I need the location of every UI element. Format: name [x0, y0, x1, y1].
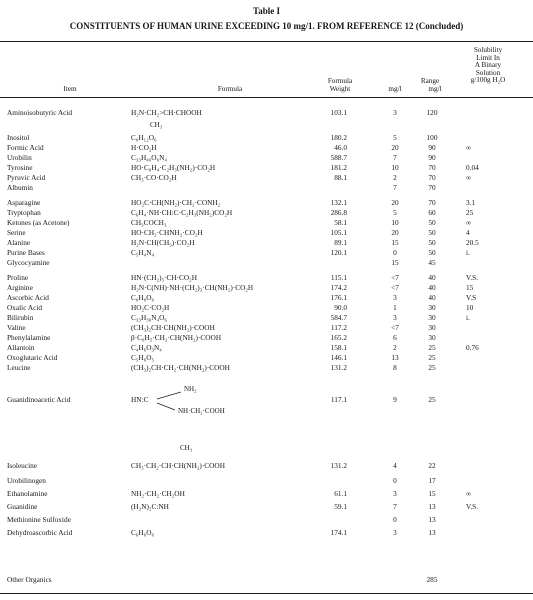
formula: C₆H₁₂O₆	[131, 133, 157, 142]
mgl-value: 10	[391, 218, 399, 227]
formula-weight: 286.8	[330, 208, 347, 217]
item-name: Other Organics	[7, 575, 52, 584]
mgl-value: 0	[393, 476, 397, 485]
formula: CH₃·CO·CO₂H	[131, 173, 177, 182]
col-header-solubility	[453, 47, 523, 85]
item-name: Allantoin	[7, 343, 35, 352]
table-row	[0, 283, 533, 293]
solubility-value: V.S.	[466, 502, 479, 511]
range-value: 70	[428, 183, 436, 192]
formula-weight: 58.1	[334, 218, 347, 227]
range-value: 70	[428, 163, 436, 172]
range-value: 13	[428, 528, 436, 537]
col-header-formula-weight	[320, 78, 360, 93]
mgl-value: 3	[393, 528, 397, 537]
col-header-solubility-line4: Solution	[475, 68, 501, 77]
item-name: Formic Acid	[7, 143, 44, 152]
range-value: 50	[428, 248, 436, 257]
item-name: Phenylalamine	[7, 333, 51, 342]
col-header-mgl: mg/l	[388, 85, 402, 93]
range-value: 17	[428, 476, 436, 485]
mgl-value: 15	[391, 238, 399, 247]
range-value: 25	[428, 343, 436, 352]
item-name: Aminoisobutyric Acid	[7, 108, 73, 117]
formula-weight: 61.1	[334, 489, 347, 498]
table-row	[0, 303, 533, 313]
solubility-value: i.	[466, 313, 470, 322]
range-value: 13	[428, 502, 436, 511]
item-name: Methionine Sulfoxide	[7, 515, 71, 524]
formula-weight: 180.2	[330, 133, 347, 142]
item-name: Urobilin	[7, 153, 32, 162]
mgl-value: 0	[393, 515, 397, 524]
formula: C₆H₈O₆	[131, 293, 155, 302]
table-row	[0, 323, 533, 333]
mgl-value: 1	[393, 303, 397, 312]
formula-weight: 88.1	[334, 173, 347, 182]
mgl-value: 7	[393, 502, 397, 511]
solubility-value: 0.04	[466, 163, 479, 172]
range-value: 50	[428, 228, 436, 237]
range-value: 100	[426, 133, 438, 142]
formula: (CH₃)₂CH·CH₂·CH(NH₂)·COOH	[131, 363, 230, 372]
table-row	[0, 515, 533, 525]
table-row	[0, 218, 533, 228]
table-row	[0, 476, 533, 486]
col-header-range-line1: Range	[420, 77, 440, 85]
formula-weight: 132.1	[330, 198, 347, 207]
mgl-value: 3	[393, 293, 397, 302]
formula: HN·(CH₂)₃·CH·CO₂H	[131, 273, 197, 282]
formula-weight: 117.2	[330, 323, 347, 332]
formula-branch-bonds	[155, 390, 183, 412]
mgl-value: 2	[393, 343, 397, 352]
mgl-value: 3	[393, 108, 397, 117]
formula-weight: 146.1	[330, 353, 347, 362]
range-value: 13	[428, 515, 436, 524]
table-row	[0, 528, 533, 538]
formula: HO·C₆H₄·C₂H₃(NH₂)·CO₂H	[131, 163, 216, 172]
solubility-value: ∞	[466, 218, 472, 227]
item-name: Glycocyamine	[7, 258, 50, 267]
item-name: Tyrosine	[7, 163, 33, 172]
formula: C₅H₄N₄	[131, 248, 155, 257]
item-name: Pyruvic Acid	[7, 173, 46, 182]
mgl-value: 5	[393, 208, 397, 217]
header-top-rule	[0, 41, 533, 42]
mgl-value: 3	[393, 313, 397, 322]
formula: (H₂N)₂C:NH	[131, 502, 169, 511]
formula: NH₂·CH₂·CH₂OH	[131, 489, 185, 498]
solubility-value: 4	[466, 228, 470, 237]
table-row	[0, 502, 533, 512]
bond-lower	[157, 403, 175, 410]
item-name: Ethanolamine	[7, 489, 48, 498]
formula-weight: 588.7	[330, 153, 347, 162]
header-bottom-rule	[0, 97, 533, 98]
range-value: 90	[428, 153, 436, 162]
formula-weight: 120.1	[330, 248, 347, 257]
mgl-value: 10	[391, 163, 399, 172]
table-row	[0, 313, 533, 323]
formula-weight: 115.1	[330, 273, 347, 282]
col-header-formula-weight-line1: Formula	[327, 77, 353, 85]
solubility-value: 20.5	[466, 238, 479, 247]
mgl-value: 7	[393, 153, 397, 162]
col-header-formula: Formula	[217, 85, 243, 93]
item-name: Leucine	[7, 363, 31, 372]
range-value: 45	[428, 258, 436, 267]
table-row	[0, 183, 533, 193]
range-value: 40	[428, 273, 436, 282]
formula: (CH₃)₂CH·CH(NH₂)·COOH	[131, 323, 215, 332]
table-row	[0, 143, 533, 153]
formula-weight: 158.1	[330, 343, 347, 352]
formula-weight: 103.1	[330, 108, 347, 117]
formula: C₃₃H₃₆N₄O₆	[131, 313, 167, 322]
table-row	[0, 173, 533, 183]
formula-weight: 174.1	[330, 528, 347, 537]
range-value: 30	[428, 303, 436, 312]
col-header-formula-weight-line2: Weight	[329, 84, 351, 93]
item-name: Alanine	[7, 238, 31, 247]
formula-weight: 131.2	[330, 461, 347, 470]
table-row	[0, 489, 533, 499]
formula: H₂N·C(NH)·NH·(CH₂)₃·CH(NH₂)·CO₂H	[131, 283, 254, 292]
mgl-value: <7	[391, 323, 399, 332]
table-row	[0, 273, 533, 283]
range-value: 60	[428, 208, 436, 217]
range-value: 15	[428, 489, 436, 498]
mgl-value: <7	[391, 273, 399, 282]
table-row	[0, 248, 533, 258]
col-header-solubility-line2: Limit In	[476, 53, 500, 62]
formula: HN:C	[131, 395, 149, 404]
mgl-value: 4	[393, 461, 397, 470]
solubility-value: 3.1	[466, 198, 476, 207]
mgl-value: 20	[391, 198, 399, 207]
formula-weight: 90.0	[334, 303, 347, 312]
formula: H₂N·CH₂>CH·CHOOH	[131, 108, 202, 117]
range-value: 285	[426, 575, 438, 584]
solubility-value: V.S	[466, 293, 477, 302]
table-row	[0, 228, 533, 238]
item-name: Oxalic Acid	[7, 303, 43, 312]
range-value: 30	[428, 313, 436, 322]
formula: HO₂C·CO₂H	[131, 303, 170, 312]
formula: HO₂C·CH(NH₂)·CH₂·CONH₂	[131, 198, 221, 207]
solubility-value: i.	[466, 248, 470, 257]
table-row	[0, 258, 533, 268]
formula-branch-ch3: CH₃	[150, 121, 163, 129]
mgl-value: 15	[391, 258, 399, 267]
table-row-footer	[0, 575, 533, 585]
formula-weight: 46.0	[334, 143, 347, 152]
table-number: Table I	[253, 6, 280, 16]
item-name: Dehydroascorbic Acid	[7, 528, 73, 537]
formula-weight: 89.1	[334, 238, 347, 247]
solubility-value: 25	[466, 208, 474, 217]
formula-weight: 105.1	[330, 228, 347, 237]
formula-branch-nh-ch2-cooh: NH·CH₂·COOH	[178, 407, 225, 415]
range-value: 25	[428, 363, 436, 372]
mgl-value: <7	[391, 283, 399, 292]
table-row	[0, 108, 533, 118]
formula-weight: 117.1	[330, 395, 347, 404]
table-row	[0, 363, 533, 373]
range-value: 120	[426, 108, 438, 117]
col-header-solubility-line1: Solubility	[473, 46, 503, 54]
solubility-value: 15	[466, 283, 474, 292]
solubility-value: ∞	[466, 173, 472, 182]
table-row	[0, 163, 533, 173]
formula-branch-ch3-isoleucine: CH₃	[180, 444, 193, 452]
range-value: 40	[428, 293, 436, 302]
formula: C₅H₆O₅	[131, 353, 155, 362]
formula-branch-nh2: NH₂	[184, 385, 197, 393]
mgl-value: 9	[393, 395, 397, 404]
item-name: Albumin	[7, 183, 33, 192]
solubility-value: V.S.	[466, 273, 479, 282]
table-row	[0, 343, 533, 353]
table-row	[0, 153, 533, 163]
solubility-value: 10	[466, 303, 474, 312]
range-value: 50	[428, 238, 436, 247]
table-row	[0, 353, 533, 363]
formula: C₄H₆O₃N₄	[131, 343, 162, 352]
item-name: Arginine	[7, 283, 33, 292]
range-value: 90	[428, 143, 436, 152]
range-value: 40	[428, 283, 436, 292]
item-name: Oxoglutaric Acid	[7, 353, 58, 362]
range-value: 22	[428, 461, 436, 470]
table-row	[0, 133, 533, 143]
col-header-item: Item	[63, 85, 77, 93]
formula: CH₃·CH₂·CH·CH(NH₂)·COOH	[131, 461, 225, 470]
item-name: Ketones (as Acetone)	[7, 218, 70, 227]
item-name: Bilirubin	[7, 313, 34, 322]
table-caption: CONSTITUENTS OF HUMAN URINE EXCEEDING 10 mg/1. FROM REFERENCE 12 (Concluded)	[69, 21, 464, 31]
formula: C₆H₆O₆	[131, 528, 155, 537]
col-header-range	[412, 78, 448, 93]
formula: C₆H₄·NH·CH:C·C₂H₃(NH₂)CO₂H	[131, 208, 233, 217]
range-value: 50	[428, 218, 436, 227]
item-name: Tryptophan	[7, 208, 41, 217]
mgl-value: 6	[393, 333, 397, 342]
mgl-value: 2	[393, 173, 397, 182]
item-name: Guanidinoacetic Acid	[7, 395, 71, 404]
table-row	[0, 333, 533, 343]
mgl-value: 13	[391, 353, 399, 362]
item-name: Urobilinogen	[7, 476, 46, 485]
formula-weight: 174.2	[330, 283, 347, 292]
col-header-range-line2: mg/l	[428, 84, 442, 93]
table-row	[0, 208, 533, 218]
formula: HO·CH₂·CHNH₂·CO₂H	[131, 228, 203, 237]
bond-upper	[157, 392, 181, 399]
table-row	[0, 198, 533, 208]
mgl-value: 8	[393, 363, 397, 372]
table-bottom-rule	[0, 593, 533, 594]
range-value: 25	[428, 395, 436, 404]
table-row	[0, 461, 533, 471]
table-row	[0, 395, 533, 405]
formula: H·CO₂H	[131, 143, 157, 152]
item-name: Isoleucine	[7, 461, 37, 470]
mgl-value: 0	[393, 248, 397, 257]
mgl-value: 7	[393, 183, 397, 192]
item-name: Serine	[7, 228, 26, 237]
item-name: Inositol	[7, 133, 30, 142]
range-value: 30	[428, 333, 436, 342]
mgl-value: 20	[391, 228, 399, 237]
col-header-solubility-line3: A Binary	[474, 61, 502, 70]
formula: β·C₆H₅·CH₂·CH(NH₂)·COOH	[131, 333, 222, 342]
item-name: Guanidine	[7, 502, 38, 511]
item-name: Ascorbic Acid	[7, 293, 49, 302]
formula-weight: 59.1	[334, 502, 347, 511]
solubility-value: 0.76	[466, 343, 479, 352]
formula-weight: 165.2	[330, 333, 347, 342]
range-value: 70	[428, 198, 436, 207]
formula-weight: 584.7	[330, 313, 347, 322]
formula: C₃₃H₄₀O₆N₄	[131, 153, 167, 162]
formula: H₂N·CH(CH₃)·CO₂H	[131, 238, 195, 247]
formula-weight: 181.2	[330, 163, 347, 172]
solubility-value: ∞	[466, 489, 472, 498]
formula-weight: 131.2	[330, 363, 347, 372]
item-name: Proline	[7, 273, 29, 282]
range-value: 70	[428, 173, 436, 182]
mgl-value: 3	[393, 489, 397, 498]
range-value: 30	[428, 323, 436, 332]
item-name: Purine Bases	[7, 248, 45, 257]
range-value: 25	[428, 353, 436, 362]
table-row	[0, 238, 533, 248]
table-row	[0, 293, 533, 303]
formula: CH₃COCH₃	[131, 218, 167, 227]
mgl-value: 5	[393, 133, 397, 142]
item-name: Asparagine	[7, 198, 41, 207]
formula-weight: 176.1	[330, 293, 347, 302]
mgl-value: 20	[391, 143, 399, 152]
col-header-solubility-line5: g/100g H₂O	[470, 76, 506, 85]
solubility-value: ∞	[466, 143, 472, 152]
item-name: Valine	[7, 323, 26, 332]
